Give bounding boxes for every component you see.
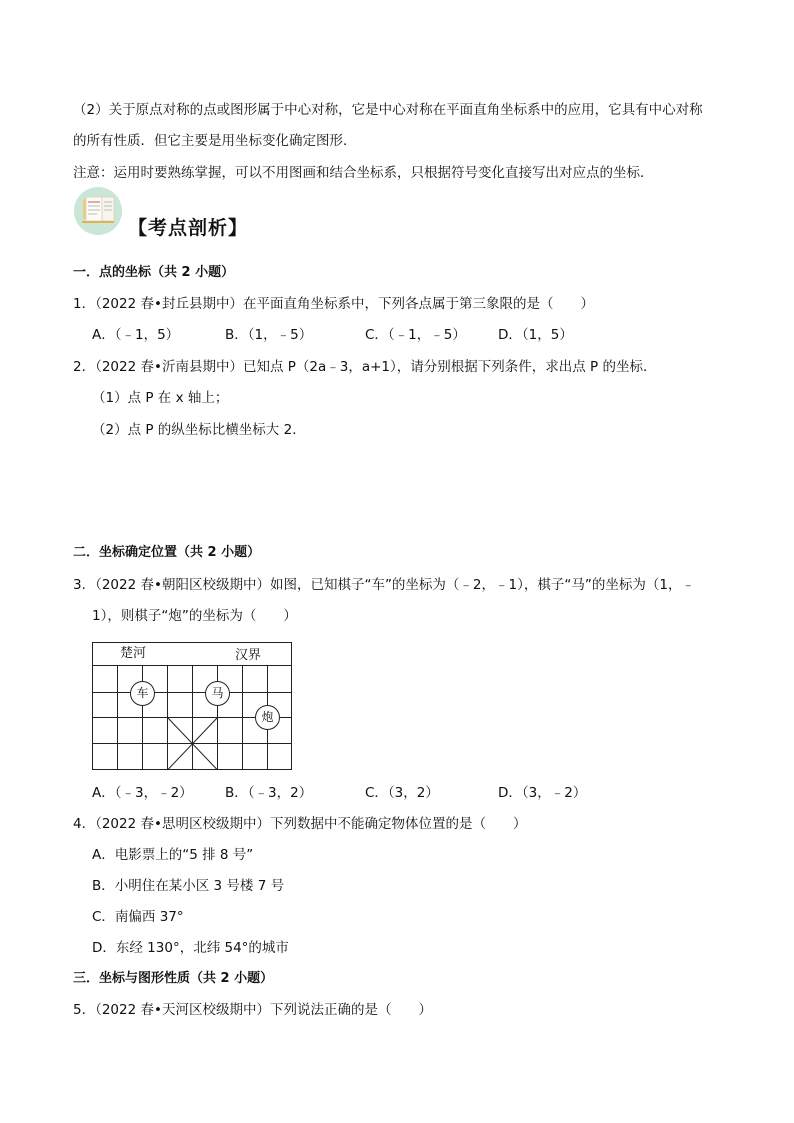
q3-option-b: B．（﹣3，2）	[225, 785, 313, 801]
q3-option-d: D．（3，﹣2）	[498, 785, 587, 801]
section-title-3: 三．坐标与图形性质（共 2 小题）	[73, 971, 274, 986]
q2-stem: 2．（2022 春•沂南县期中）已知点 P（2a﹣3，a+1），请分别根据下列条件，求出点 P 的坐标．	[73, 359, 657, 375]
q1-option-d: D．（1，5）	[498, 327, 573, 343]
q1-option-a: A．（﹣1，5）	[92, 327, 180, 343]
q1-option-c: C．（﹣1，﹣5）	[365, 327, 466, 343]
chess-piece-ma: 马	[205, 681, 230, 706]
q3-stem-line-1: 3．（2022 春•朝阳区校级期中）如图，已知棋子“车”的坐标为（﹣2，﹣1），棋子“马”的坐标为（1，﹣	[73, 577, 695, 593]
section-title-1: 一．点的坐标（共 2 小题）	[73, 265, 235, 280]
q4-stem: 4．（2022 春•思明区校级期中）下列数据中不能确定物体位置的是（ ）	[73, 816, 527, 832]
q2-part-2: （2）点 P 的纵坐标比横坐标大 2．	[92, 422, 306, 438]
q4-option-d: D．东经 130°，北纬 54°的城市	[92, 940, 289, 956]
board-label-han-border: 汉界	[235, 648, 262, 663]
q4-option-a: A．电影票上的“5 排 8 号”	[92, 847, 254, 863]
q4-option-c: C．南偏西 37°	[92, 909, 184, 925]
chess-piece-pao: 炮	[255, 705, 280, 730]
q3-option-a: A．（﹣3，﹣2）	[92, 785, 193, 801]
q3-stem-line-2: 1），则棋子“炮”的坐标为（ ）	[92, 608, 297, 624]
q1-option-b: B．（1，﹣5）	[225, 327, 313, 343]
board-label-chu-river: 楚河	[120, 646, 147, 661]
book-icon	[73, 186, 123, 236]
section-heading: 【考点剖析】	[128, 217, 249, 239]
q2-part-1: （1）点 P 在 x 轴上；	[92, 390, 229, 406]
q5-stem: 5．（2022 春•天河区校级期中）下列说法正确的是（ ）	[73, 1002, 432, 1018]
q4-option-b: B．小明住在某小区 3 号楼 7 号	[92, 878, 285, 894]
section-title-2: 二．坐标确定位置（共 2 小题）	[73, 545, 261, 560]
intro-line-1: （2）关于原点对称的点或图形属于中心对称，它是中心对称在平面直角坐标系中的应用，它具有中心对称	[73, 102, 703, 118]
q1-stem: 1．（2022 春•封丘县期中）在平面直角坐标系中，下列各点属于第三象限的是（ ）	[73, 296, 594, 312]
chess-board-figure	[92, 642, 294, 776]
intro-note: 注意：运用时要熟练掌握，可以不用图画和结合坐标系，只根据符号变化直接写出对应点的坐标．	[73, 165, 654, 181]
chess-piece-che: 车	[130, 681, 155, 706]
q3-option-c: C．（3，2）	[365, 785, 439, 801]
intro-line-2: 的所有性质．但它主要是用坐标变化确定图形．	[73, 133, 357, 149]
